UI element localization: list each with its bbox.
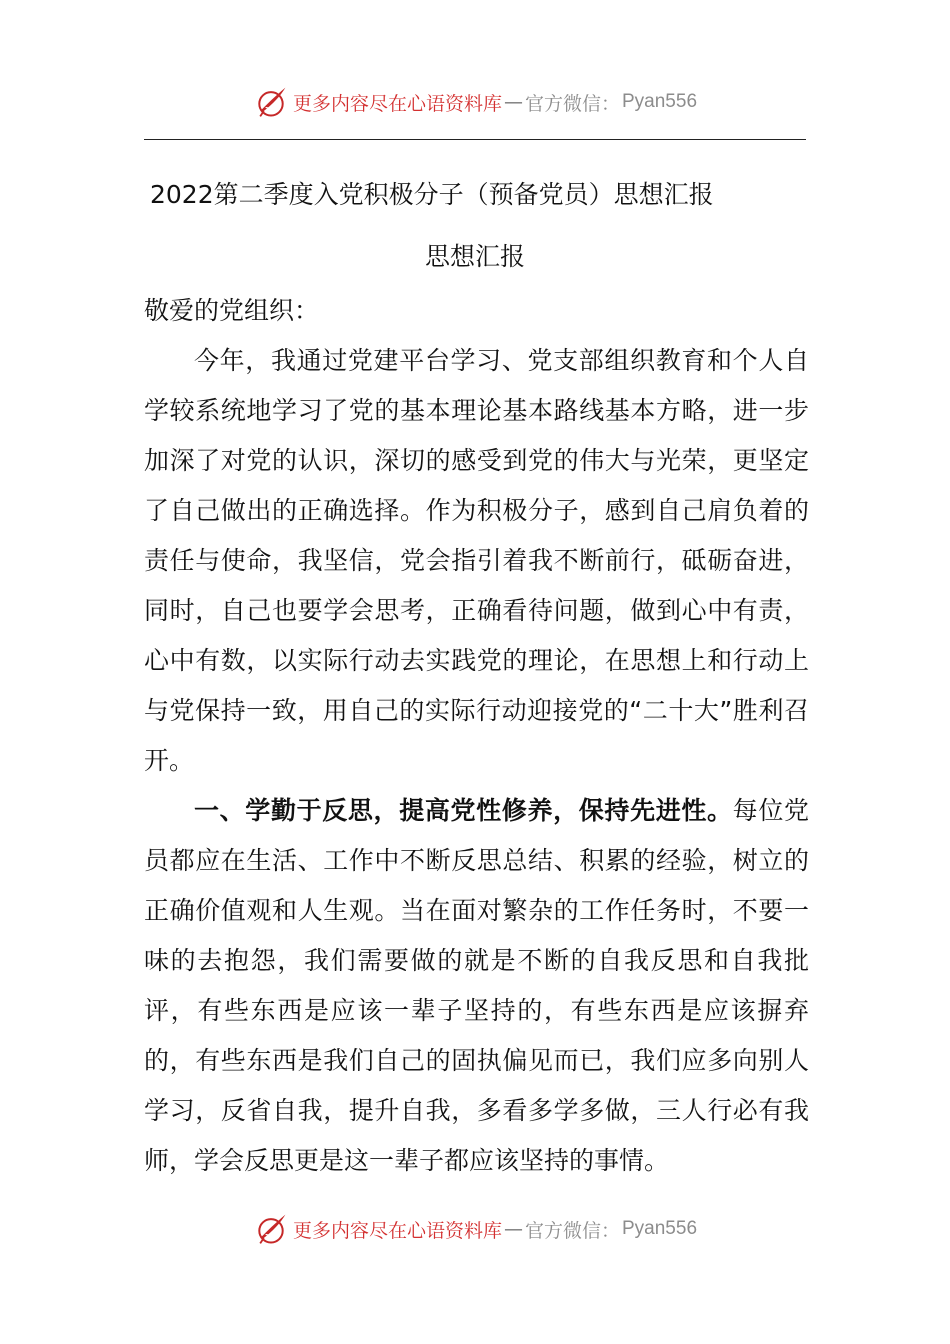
header-divider — [144, 139, 806, 140]
quill-logo-icon — [253, 1211, 289, 1247]
document-body — [144, 286, 809, 1186]
section-1-text: 每位党员都应在生活、工作中不断反思总结、积累的经验，树立的正确价值观和人生观。当在面对繁杂的工作任务时，不要一味的去抱怨，我们需要做的就是不断的自我反思和自我批评，有些东西是应该一辈子坚持的，有些东西是应该摒弃的，有些东西是我们自己的固执偏见而已，我们应多向别人学习，反省自我，提升自我，多看多学多做，三人行必有我师，学会反思更是这一辈子都应该坚持的事情。 — [144, 796, 809, 1175]
watermark-dash: — — [503, 91, 523, 113]
greeting: 敬爱的党组织： — [144, 296, 320, 325]
section-1-title: 一、学勤于反思，提高党性修养，保持先进性。 — [194, 796, 733, 825]
footer-watermark — [0, 1211, 950, 1247]
paragraph-1: 今年，我通过党建平台学习、党支部组织教育和个人自学较系统地学习了党的基本理论基本路线基本方略，进一步加深了对党的认识，深切的感受到党的伟大与光荣，更坚定了自己做出的正确选择。作为积极分子，感到自己肩负着的责任与使命，我坚信，党会指引着我不断前行，砥砺奋进，同时，自己也要学会思考，正确看待问题，做到心中有责，心中有数，以实际行动去实践党的理论，在思想上和行动上与党保持一致，用自己的实际行动迎接党的“二十大”胜利召开。 — [144, 346, 809, 775]
watermark-wechat-id: Pyan556 — [622, 1218, 698, 1239]
header-watermark — [0, 84, 950, 120]
watermark-wechat-label: 官方微信： — [524, 92, 620, 115]
watermark-wechat-label: 官方微信： — [524, 1219, 620, 1242]
document-subtitle: 思想汇报 — [424, 242, 525, 271]
document-title: 2022第二季度入党积极分子（预备党员）思想汇报 — [150, 180, 714, 209]
watermark-site-text: 更多内容尽在心语资料库 — [292, 1219, 502, 1242]
watermark-dash: — — [503, 1218, 523, 1240]
watermark-site-text: 更多内容尽在心语资料库 — [292, 92, 502, 115]
paragraph-2 — [144, 786, 809, 1186]
quill-logo-icon — [253, 84, 289, 120]
watermark-wechat-id: Pyan556 — [622, 91, 698, 112]
